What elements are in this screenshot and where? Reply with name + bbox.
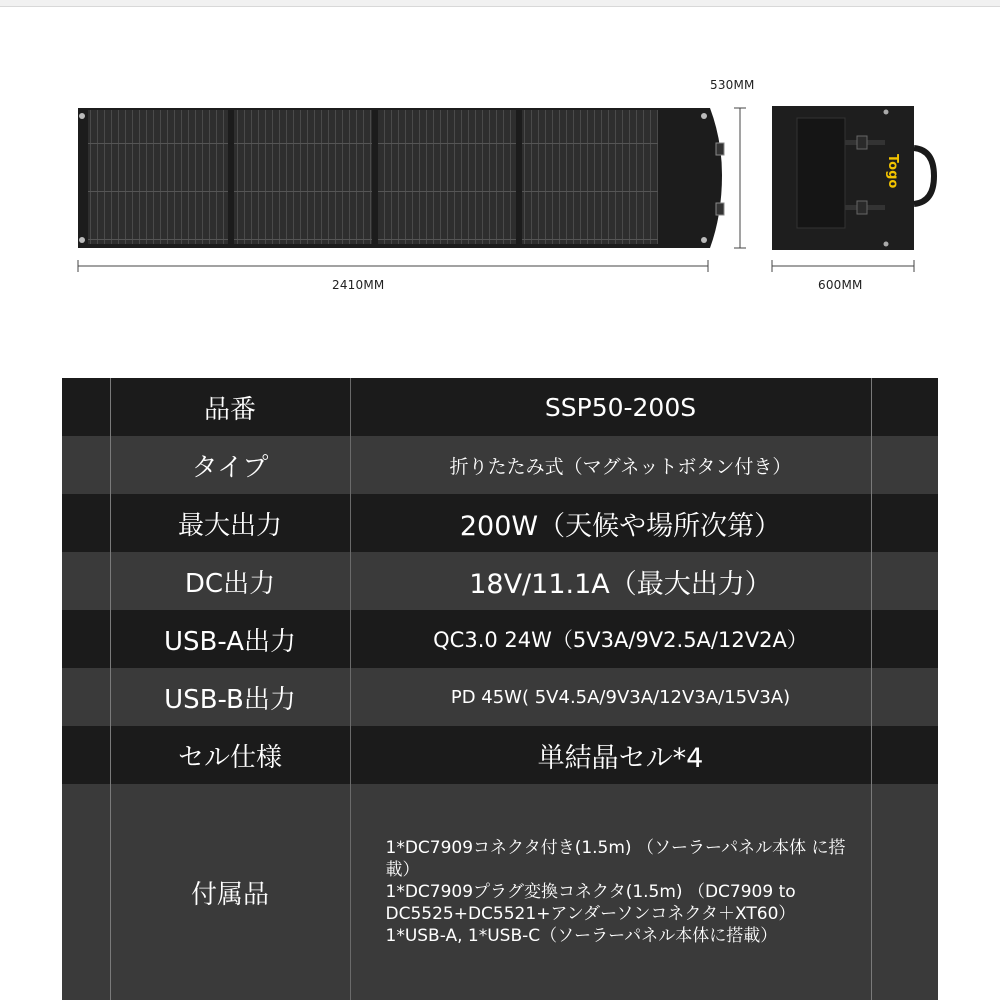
buckle-icon xyxy=(857,136,867,149)
carry-handle-icon xyxy=(914,148,934,204)
solar-cell-3 xyxy=(378,110,516,244)
grommet-icon xyxy=(79,237,85,243)
bag-pocket xyxy=(797,118,845,228)
solar-cell-1 xyxy=(88,110,228,244)
spec-label: タイプ xyxy=(191,452,269,483)
spec-value: PD 45W( 5V4.5A/9V3A/12V3A/15V3A) xyxy=(450,686,791,708)
spec-value: 単結晶セル*4 xyxy=(537,742,704,774)
grommet-icon xyxy=(79,113,85,119)
accessory-item: 1*USB-A, 1*USB-C（ソーラーパネル本体に搭載） xyxy=(385,926,778,946)
grommet-icon xyxy=(701,113,707,119)
product-dimension-drawing xyxy=(0,0,1000,330)
height-dimension-label: 530MM xyxy=(710,78,755,92)
spec-value: 200W（天候や場所次第） xyxy=(459,510,782,542)
solar-cell-2 xyxy=(234,110,372,244)
spec-value: SSP50-200S xyxy=(544,392,697,422)
clip-icon xyxy=(716,143,724,155)
folded-width-label: 600MM xyxy=(818,278,863,292)
solar-cell-4 xyxy=(522,110,658,244)
spec-label: USB-B出力 xyxy=(164,684,296,715)
accessory-item: 1*DC7909コネクタ付き(1.5m) （ソーラーパネル本体 に搭載） xyxy=(385,838,846,880)
table-frame xyxy=(110,378,872,1000)
spec-value: 18V/11.1A（最大出力） xyxy=(469,568,772,600)
spec-label: DC出力 xyxy=(184,568,276,599)
spec-value: 折りたたみ式（マグネットボタン付き） xyxy=(449,455,792,478)
spec-table xyxy=(62,378,938,1000)
spec-label: 品番 xyxy=(203,394,256,425)
spec-label: セル仕様 xyxy=(177,742,282,773)
unfolded-width-label: 2410MM xyxy=(332,278,385,292)
grommet-icon xyxy=(701,237,707,243)
buckle-icon xyxy=(857,201,867,214)
clip-icon xyxy=(716,203,724,215)
spec-value: QC3.0 24W（5V3A/9V2.5A/12V2A） xyxy=(433,628,808,652)
togo-logo: Togo xyxy=(885,154,900,189)
accessory-item: 1*DC7909プラグ変換コネクタ(1.5m) （DC7909 to DC5525+DC5521+アンダーソンコネクタ＋XT60） xyxy=(385,882,796,924)
spec-label: 付属品 xyxy=(190,879,269,910)
spec-label: USB-A出力 xyxy=(164,626,296,657)
spec-label: 最大出力 xyxy=(177,510,282,541)
